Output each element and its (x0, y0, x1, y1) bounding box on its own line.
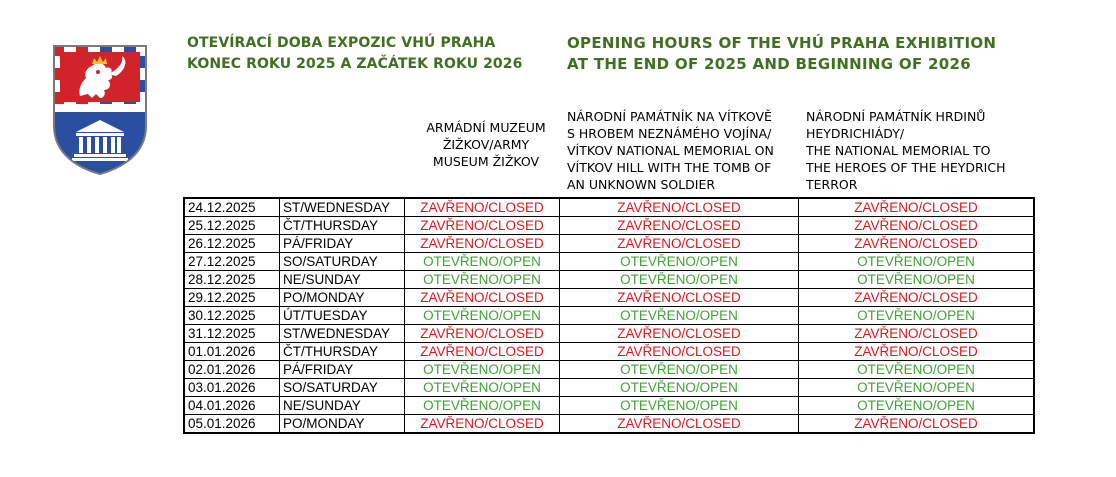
status-vitkov-memorial: ZAVŘENO/CLOSED (560, 343, 799, 361)
date-cell: 05.01.2026 (184, 415, 280, 434)
status-heydrich-memorial: ZAVŘENO/CLOSED (799, 217, 1035, 235)
status-heydrich-memorial: ZAVŘENO/CLOSED (799, 325, 1035, 343)
status-army-museum: OTEVŘENO/OPEN (405, 397, 560, 415)
table-row (184, 415, 1034, 434)
status-army-museum: OTEVŘENO/OPEN (405, 361, 560, 379)
day-cell: ST/WEDNESDAY (280, 198, 405, 217)
day-cell: PO/MONDAY (280, 289, 405, 307)
table-row (184, 289, 1034, 307)
column-header-line: NÁRODNÍ PAMÁTNÍK NA VÍTKOVĚ (567, 109, 772, 124)
table-row (184, 397, 1034, 415)
title-cz-line1: OTEVÍRACÍ DOBA EXPOZIC VHÚ PRAHA (187, 35, 496, 51)
date-cell: 30.12.2025 (184, 307, 280, 325)
date-cell: 31.12.2025 (184, 325, 280, 343)
column-header-vitkov-memorial (567, 108, 801, 193)
column-header-line: ARMÁDNÍ MUZEUM (426, 120, 546, 135)
status-heydrich-memorial: ZAVŘENO/CLOSED (799, 289, 1035, 307)
column-header-line: NÁRODNÍ PAMÁTNÍK HRDINŮ (806, 109, 986, 124)
column-header-line: VÍTKOV NATIONAL MEMORIAL ON (567, 143, 774, 158)
title-czech (187, 33, 522, 75)
day-cell: NE/SUNDAY (280, 397, 405, 415)
status-vitkov-memorial: OTEVŘENO/OPEN (560, 379, 799, 397)
status-vitkov-memorial: ZAVŘENO/CLOSED (560, 289, 799, 307)
status-heydrich-memorial: OTEVŘENO/OPEN (799, 307, 1035, 325)
opening-hours-table (183, 197, 1035, 434)
date-cell: 03.01.2026 (184, 379, 280, 397)
column-header-line: THE HEROES OF THE HEYDRICH (806, 160, 1006, 175)
table-row (184, 217, 1034, 235)
column-header-line: TERROR (806, 177, 858, 192)
status-vitkov-memorial: ZAVŘENO/CLOSED (560, 415, 799, 434)
status-vitkov-memorial: ZAVŘENO/CLOSED (560, 325, 799, 343)
column-header-line: THE NATIONAL MEMORIAL TO (806, 143, 991, 158)
date-cell: 02.01.2026 (184, 361, 280, 379)
table-row (184, 343, 1034, 361)
status-vitkov-memorial: ZAVŘENO/CLOSED (560, 217, 799, 235)
day-cell: NE/SUNDAY (280, 271, 405, 289)
column-header-line: AN UNKNOWN SOLDIER (567, 177, 716, 192)
title-en-line1: OPENING HOURS OF THE VHÚ PRAHA EXHIBITION (567, 34, 997, 52)
day-cell: PO/MONDAY (280, 415, 405, 434)
day-cell: ÚT/TUESDAY (280, 307, 405, 325)
column-header-line: ŽIŽKOV/ARMY (442, 137, 530, 152)
status-vitkov-memorial: OTEVŘENO/OPEN (560, 253, 799, 271)
status-heydrich-memorial: ZAVŘENO/CLOSED (799, 343, 1035, 361)
column-header-line: MUSEUM ŽIŽKOV (432, 154, 540, 169)
coat-of-arms-icon (52, 44, 148, 176)
title-english (567, 33, 996, 75)
status-vitkov-memorial: OTEVŘENO/OPEN (560, 361, 799, 379)
status-vitkov-memorial: OTEVŘENO/OPEN (560, 397, 799, 415)
table-row (184, 271, 1034, 289)
date-cell: 29.12.2025 (184, 289, 280, 307)
status-vitkov-memorial: OTEVŘENO/OPEN (560, 307, 799, 325)
table-row (184, 253, 1034, 271)
table-row (184, 198, 1034, 217)
table-row (184, 379, 1034, 397)
status-heydrich-memorial: ZAVŘENO/CLOSED (799, 415, 1035, 434)
date-cell: 26.12.2025 (184, 235, 280, 253)
column-header-line: VÍTKOV HILL WITH THE TOMB OF (567, 160, 772, 175)
status-army-museum: ZAVŘENO/CLOSED (405, 343, 560, 361)
date-cell: 04.01.2026 (184, 397, 280, 415)
status-heydrich-memorial: ZAVŘENO/CLOSED (799, 198, 1035, 217)
date-cell: 01.01.2026 (184, 343, 280, 361)
status-vitkov-memorial: ZAVŘENO/CLOSED (560, 235, 799, 253)
day-cell: ST/WEDNESDAY (280, 325, 405, 343)
status-heydrich-memorial: ZAVŘENO/CLOSED (799, 235, 1035, 253)
status-vitkov-memorial: OTEVŘENO/OPEN (560, 271, 799, 289)
status-army-museum: ZAVŘENO/CLOSED (405, 325, 560, 343)
status-heydrich-memorial: OTEVŘENO/OPEN (799, 379, 1035, 397)
status-army-museum: OTEVŘENO/OPEN (405, 271, 560, 289)
status-army-museum: OTEVŘENO/OPEN (405, 379, 560, 397)
status-army-museum: ZAVŘENO/CLOSED (405, 235, 560, 253)
status-heydrich-memorial: OTEVŘENO/OPEN (799, 397, 1035, 415)
day-cell: ČT/THURSDAY (280, 343, 405, 361)
status-vitkov-memorial: ZAVŘENO/CLOSED (560, 198, 799, 217)
day-cell: ČT/THURSDAY (280, 217, 405, 235)
status-army-museum: ZAVŘENO/CLOSED (405, 217, 560, 235)
table-row (184, 235, 1034, 253)
day-cell: SO/SATURDAY (280, 253, 405, 271)
table-row (184, 361, 1034, 379)
day-cell: PÁ/FRIDAY (280, 235, 405, 253)
column-header-line: HEYDRICHIÁDY/ (806, 126, 905, 141)
title-en-line2: AT THE END OF 2025 AND BEGINNING OF 2026 (567, 55, 971, 73)
table-row (184, 325, 1034, 343)
date-cell: 28.12.2025 (184, 271, 280, 289)
column-header-line: S HROBEM NEZNÁMÉHO VOJÍNA/ (567, 126, 772, 141)
status-army-museum: ZAVŘENO/CLOSED (405, 289, 560, 307)
status-heydrich-memorial: OTEVŘENO/OPEN (799, 253, 1035, 271)
status-heydrich-memorial: OTEVŘENO/OPEN (799, 361, 1035, 379)
column-header-army-museum (408, 119, 564, 170)
title-cz-line2: KONEC ROKU 2025 A ZAČÁTEK ROKU 2026 (187, 56, 523, 72)
status-heydrich-memorial: OTEVŘENO/OPEN (799, 271, 1035, 289)
date-cell: 25.12.2025 (184, 217, 280, 235)
status-army-museum: OTEVŘENO/OPEN (405, 253, 560, 271)
table-row (184, 307, 1034, 325)
day-cell: SO/SATURDAY (280, 379, 405, 397)
day-cell: PÁ/FRIDAY (280, 361, 405, 379)
status-army-museum: ZAVŘENO/CLOSED (405, 415, 560, 434)
column-header-heydrich-memorial (806, 108, 1036, 193)
date-cell: 27.12.2025 (184, 253, 280, 271)
date-cell: 24.12.2025 (184, 198, 280, 217)
status-army-museum: ZAVŘENO/CLOSED (405, 198, 560, 217)
status-army-museum: OTEVŘENO/OPEN (405, 307, 560, 325)
